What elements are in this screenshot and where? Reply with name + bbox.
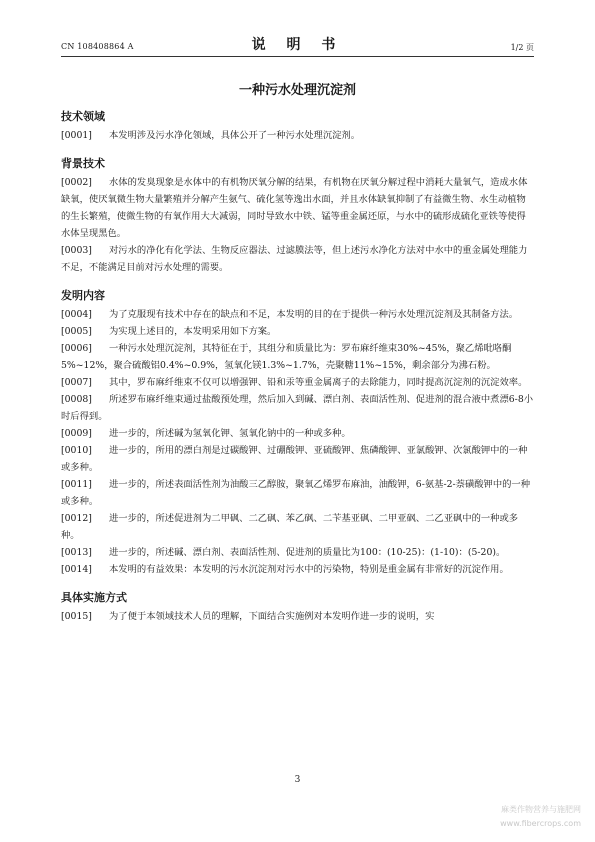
paragraph-text: 为了克服现有技术中存在的缺点和不足，本发明的目的在于提供一种污水处理沉淀剂及其制备方法。 [109, 309, 519, 320]
paragraph-number: [0012] [61, 513, 92, 524]
paragraph-text: 进一步的，所述碱为氢氧化钾、氢氧化钠中的一种或多种。 [109, 428, 351, 439]
paragraph [61, 425, 534, 442]
paragraph-text: 所述罗布麻纤维束通过盐酸预处理，然后加入到碱、漂白剂、表面活性剂、促进剂的混合液中煮漂6-8小时后得到。 [61, 394, 534, 422]
paragraph-text: 进一步的，所用的漂白剂是过碳酸钾、过硼酸钾、亚硫酸钾、焦磷酸钾、亚氯酸钾、次氯酸钾中的一种或多种。 [61, 445, 528, 473]
paragraph [61, 374, 534, 391]
header-rule [61, 56, 534, 57]
watermark-url: www.fibercrops.com [500, 819, 581, 828]
paragraph-text: 本发明涉及污水净化领域，具体公开了一种污水处理沉淀剂。 [109, 130, 361, 141]
paragraph-text: 进一步的，所述碱、漂白剂、表面活性剂、促进剂的质量比为100：(10-25)：(1-10)：(5-20)。 [109, 547, 506, 558]
paragraph [61, 323, 534, 340]
paragraph-text: 对污水的净化有化学法、生物反应器法、过滤膜法等，但上述污水净化方法对中水中的重金属处理能力不足，不能满足目前对污水处理的需要。 [61, 245, 528, 273]
paragraph-number: [0014] [61, 564, 92, 575]
document-type: 说 明 书 [251, 37, 344, 53]
paragraph [61, 174, 534, 242]
paragraph-text: 一种污水处理沉淀剂，其特征在于，其组分和质量比为：罗布麻纤维束30%~45%，聚乙烯吡咯酮5%~12%，聚合硫酸铝0.4%~0.9%，氢氧化镁1.3%~1.7%，壳聚糖11%~15%，剩余部分为沸石粉。 [61, 343, 512, 371]
section-heading: 发明内容 [61, 289, 105, 302]
paragraph [61, 391, 534, 425]
paragraph [61, 442, 534, 476]
paragraph [61, 510, 534, 544]
paragraph-number: [0005] [61, 326, 92, 337]
paragraph-number: [0002] [61, 177, 92, 188]
patent-number: CN 108408864 A [61, 42, 134, 51]
paragraph-text: 其中，罗布麻纤维束不仅可以增强钾、铅和汞等重金属离子的去除能力，同时提高沉淀剂的沉淀效率。 [109, 377, 528, 388]
document-body [61, 108, 534, 625]
paragraph-number: [0011] [61, 479, 92, 490]
paragraph [61, 340, 534, 374]
paragraph [61, 306, 534, 323]
watermark-title: 麻类作物营养与施肥网 [501, 805, 581, 814]
paragraph-text: 为实现上述目的，本发明采用如下方案。 [109, 326, 277, 337]
paragraph-number: [0004] [61, 309, 92, 320]
paragraph-number: [0010] [61, 445, 92, 456]
section-heading: 技术领域 [61, 110, 105, 123]
paragraph-number: [0006] [61, 343, 92, 354]
document-title: 一种污水处理沉淀剂 [238, 83, 356, 98]
paragraph-number: [0015] [61, 611, 92, 622]
paragraph-number: [0009] [61, 428, 92, 439]
paragraph [61, 608, 534, 625]
paragraph-text: 水体的发臭现象是水体中的有机物厌氧分解的结果，有机物在厌氧分解过程中消耗大量氧气，造成水体缺氧，使厌氧微生物大量繁殖并分解产生氨气、硫化氢等逸出水面，并且水体缺氧抑制了有益微生物、水生动植物的生长繁殖，使微生物的有氧作用大大减弱，同时导致水中铁、锰等重金属还原，与水中的硫形成硫化亚铁等使得水体呈现黑色。 [61, 177, 528, 239]
paragraph [61, 476, 534, 510]
watermark [500, 803, 581, 831]
paragraph-number: [0003] [61, 245, 92, 256]
section-heading: 背景技术 [61, 157, 105, 170]
paragraph-number: [0013] [61, 547, 92, 558]
section-heading: 具体实施方式 [61, 591, 127, 604]
paragraph [61, 127, 534, 144]
paragraph-text: 进一步的，所述表面活性剂为油酸三乙醇胺，聚氧乙烯罗布麻油，油酸钾，6-氨基-2-萘磺酸钾中的一种或多种。 [61, 479, 531, 507]
paragraph-text: 为了便于本领域技术人员的理解，下面结合实施例对本发明作进一步的说明，实 [109, 611, 435, 622]
paragraph [61, 242, 534, 276]
paragraph-number: [0007] [61, 377, 92, 388]
paragraph [61, 544, 534, 561]
paragraph [61, 561, 534, 578]
paragraph-text: 本发明的有益效果：本发明的污水沉淀剂对污水中的污染物，特别是重金属有非常好的沉淀作用。 [109, 564, 509, 575]
paragraph-number: [0001] [61, 130, 92, 141]
paragraph-text: 进一步的，所述促进剂为二甲砜、二乙砜、苯乙砜、二苄基亚砜、二甲亚砜、二乙亚砜中的一种或多种。 [61, 513, 519, 541]
page-indicator: 1/2 页 [510, 43, 534, 52]
paragraph-number: [0008] [61, 394, 92, 405]
page-number: 3 [294, 775, 301, 785]
